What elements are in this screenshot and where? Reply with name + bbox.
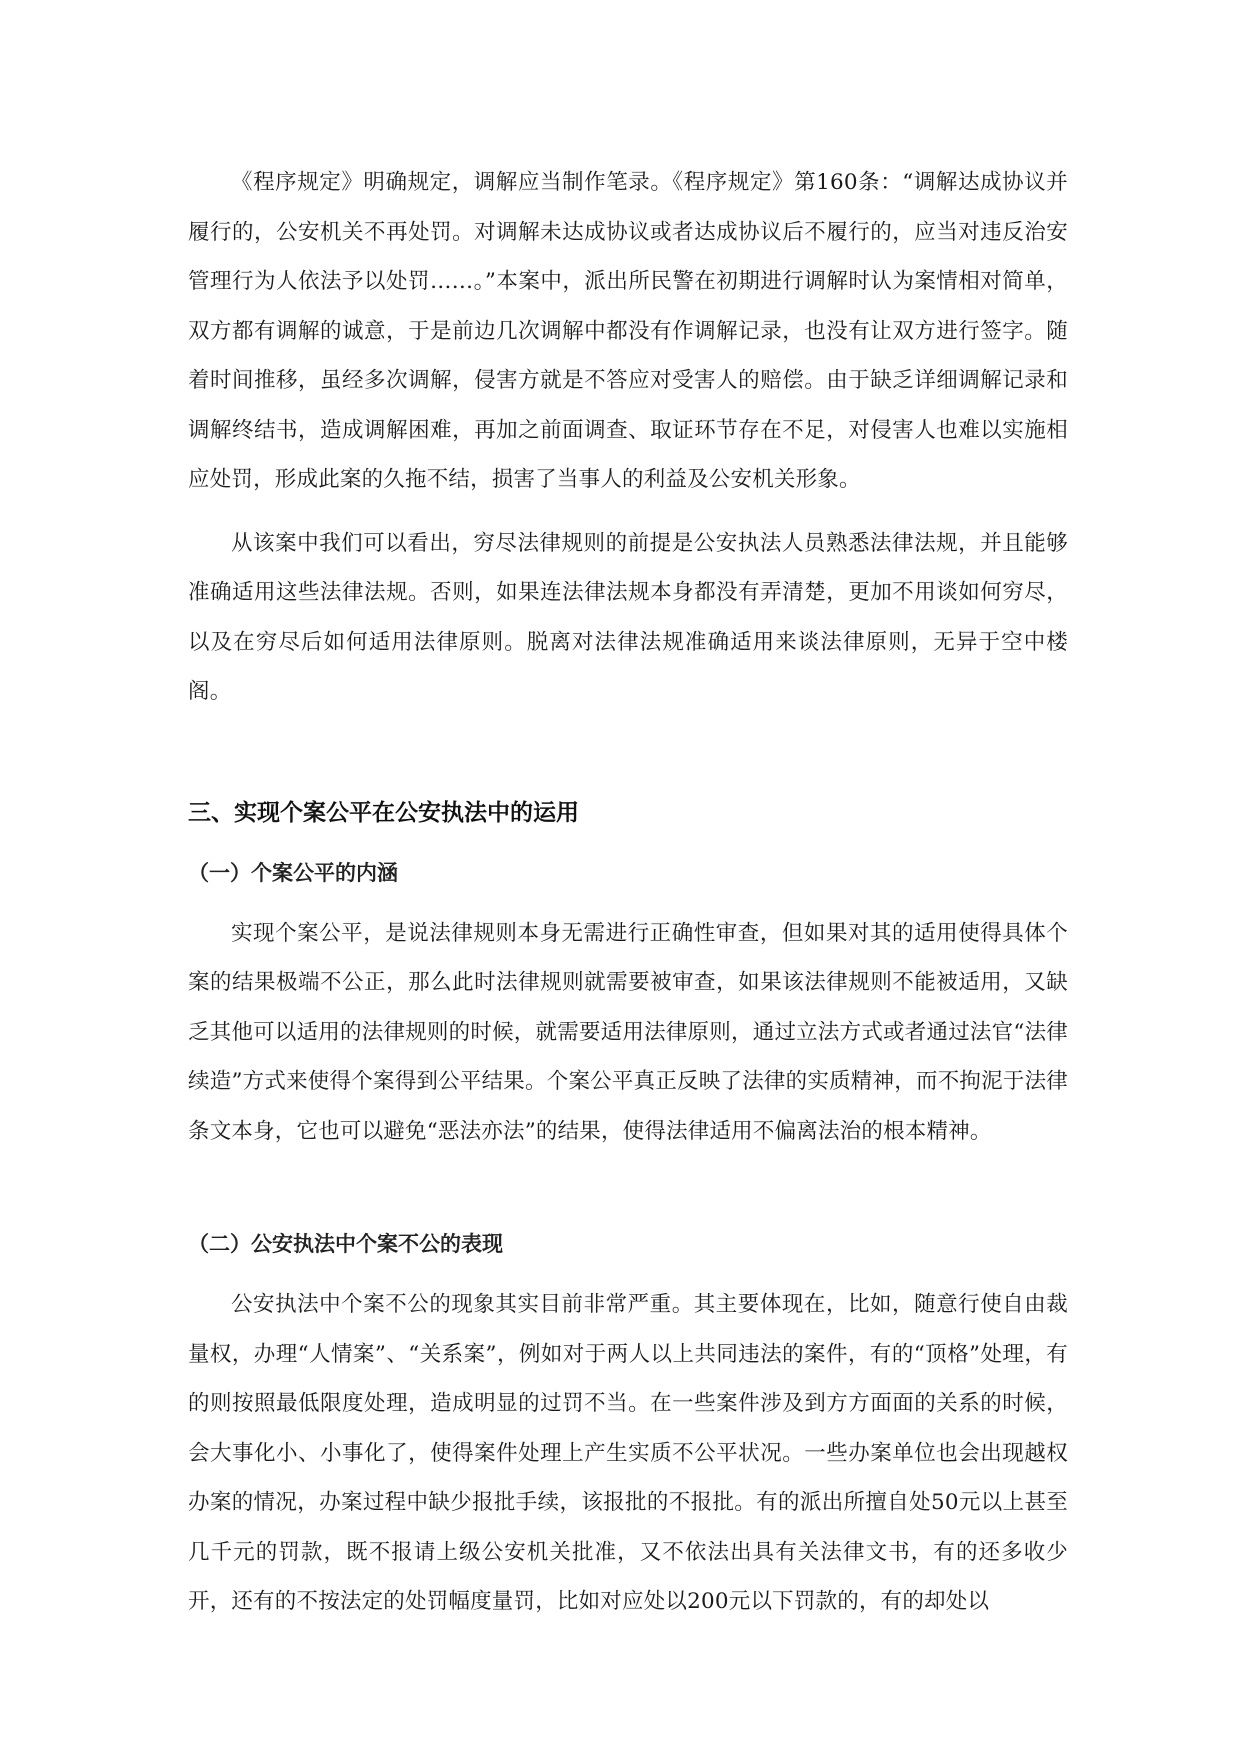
subsection-paragraph-1: 实现个案公平，是说法律规则本身无需进行正确性审查，但如果对其的适用使得具体个案的结果极端不公正，那么此时法律规则就需要被审查，如果该法律规则不能被适用，又缺乏其他可以适用的法律规则的时候，就需要适用法律原则，通过立法方式或者通过法官“法律续造”方式来使得个案得到公平结果。个案公平真正反映了法律的实质精神，而不拘泥于法律条文本身，它也可以避免“恶法亦法”的结果，使得法律适用不偏离法治的根本精神。	[188, 920, 1068, 1144]
spacer	[188, 1156, 1068, 1218]
body-paragraph-1: 《程序规定》明确规定，调解应当制作笔录。《程序规定》第160条：“调解达成协议并履行的，公安机关不再处罚。对调解未达成协议或者达成协议后不履行的，应当对违反治安管理行为人依法予以处罚……。”本案中，派出所民警在初期进行调解时认为案情相对简单，双方都有调解的诚意，于是前边几次调解中都没有作调解记录，也没有让双方进行签字。随着时间推移，虽经多次调解，侵害方就是不答应对受害人的赔偿。由于缺乏详细调解记录和调解终结书，造成调解困难，再加之前面调查、取证环节存在不足，对侵害人也难以实施相应处罚，形成此案的久拖不结，损害了当事人的利益及公安机关形象。	[188, 170, 1068, 492]
subsection-paragraph-2: 公安执法中个案不公的现象其实目前非常严重。其主要体现在，比如，随意行使自由裁量权，办理“人情案”、“关系案”，例如对于两人以上共同违法的案件，有的“顶格”处理，有的则按照最低限度处理，造成明显的过罚不当。在一些案件涉及到方方面面的关系的时候，会大事化小、小事化了，使得案件处理上产生实质不公平状况。一些办案单位也会出现越权办案的情况，办案过程中缺少报批手续，该报批的不报批。有的派出所擅自处50元以上甚至几千元的罚款，既不报请上级公安机关批准，又不依法出具有关法律文书，有的还多收少开，还有的不按法定的处罚幅度量罚，比如对应处以200元以下罚款的，有的却处以	[188, 1292, 1068, 1614]
spacer	[188, 717, 1068, 787]
subsection-heading-2: （二）公安执法中个案不公的表现	[188, 1231, 503, 1256]
body-paragraph-2: 从该案中我们可以看出，穷尽法律规则的前提是公安执法人员熟悉法律法规，并且能够准确适用这些法律法规。否则，如果连法律法规本身都没有弄清楚，更加不用谈如何穷尽，以及在穷尽后如何适用法律原则。脱离对法律法规准确适用来谈法律原则，无异于空中楼阁。	[188, 530, 1068, 704]
spacer	[188, 505, 1068, 519]
spacer	[188, 839, 1068, 847]
spacer	[188, 899, 1068, 909]
subsection-heading-1: （一）个案公平的内涵	[188, 859, 398, 885]
section-heading: 三、实现个案公平在公安执法中的运用	[188, 799, 579, 826]
spacer	[188, 1270, 1068, 1280]
document-page	[188, 158, 1068, 1627]
